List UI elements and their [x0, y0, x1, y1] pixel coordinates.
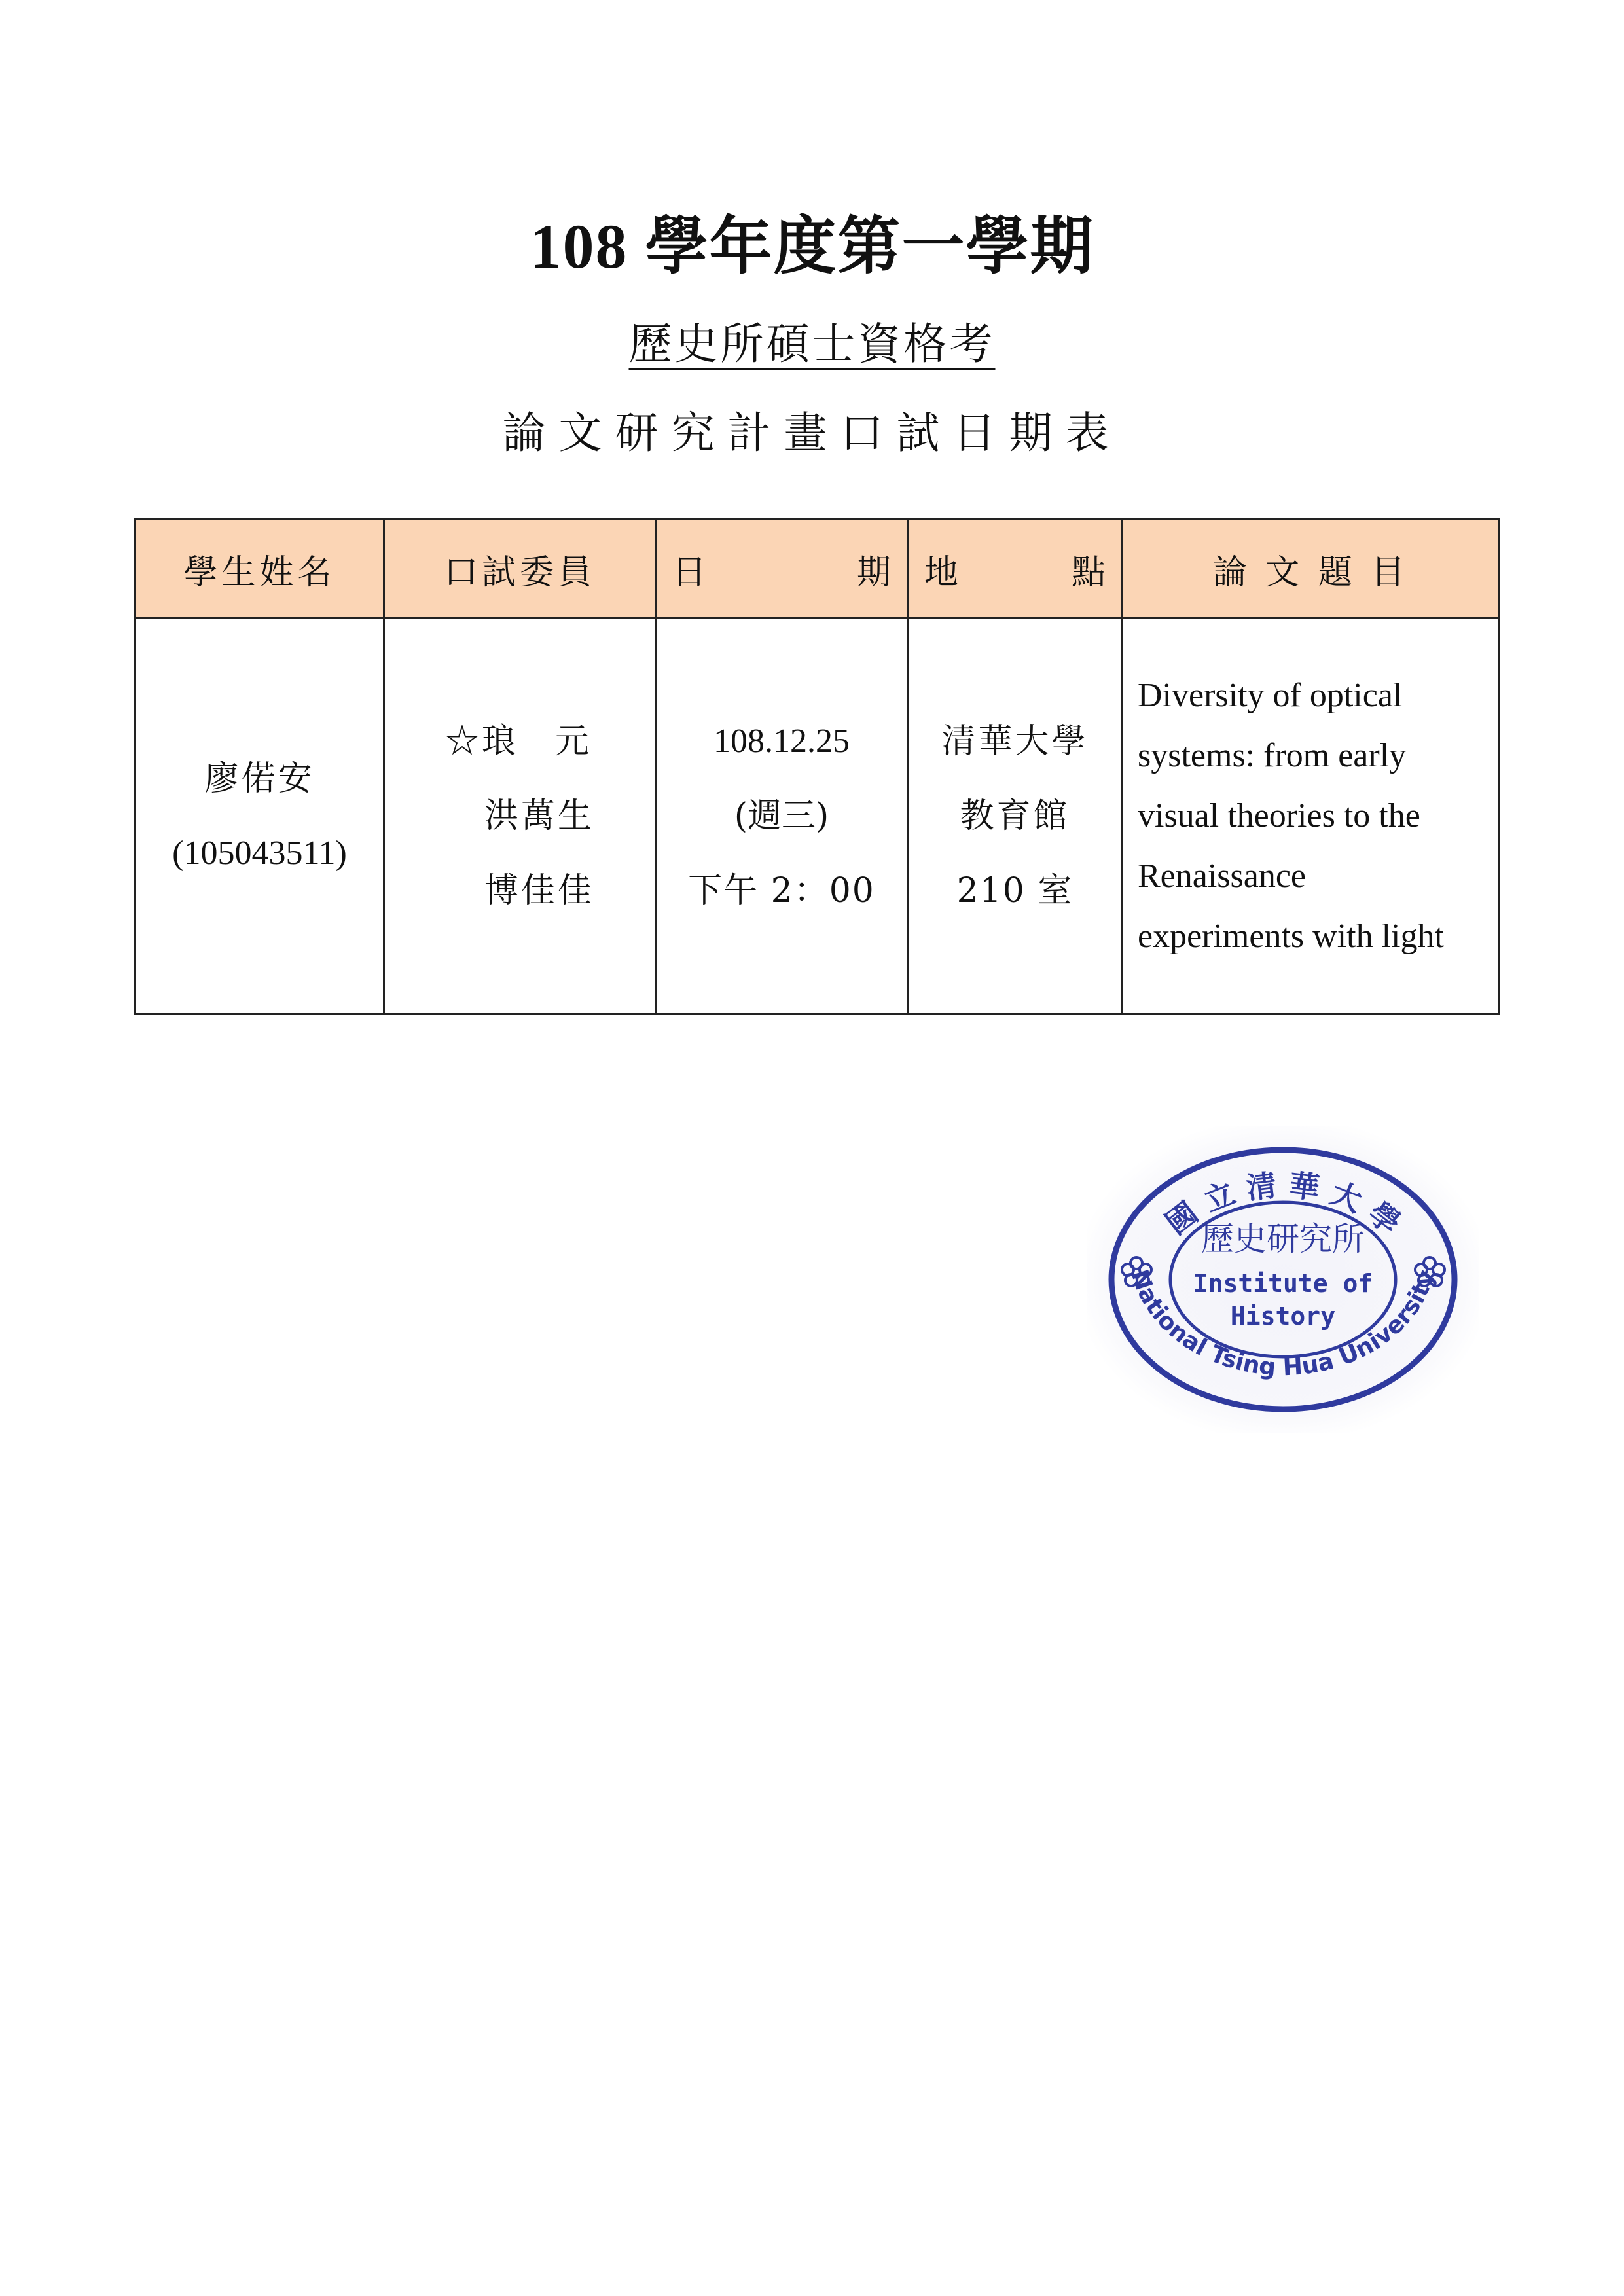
seal-graphic	[1087, 1126, 1479, 1433]
header-place-left: 地	[924, 552, 959, 592]
committee-member: 洪萬生	[484, 797, 594, 836]
seal-dept-en-1: Institute of	[1193, 1269, 1373, 1298]
schedule-table	[134, 518, 1500, 1015]
header-date	[656, 520, 908, 619]
header-date-left: 日	[672, 552, 707, 592]
document-title: 108 學年度第一學期	[530, 211, 1094, 281]
committee-list	[445, 704, 594, 928]
student-id: (105043511)	[172, 834, 347, 872]
thesis-cell	[1123, 619, 1500, 1014]
committee-cell	[384, 619, 656, 1014]
committee-member: ☆琅 元	[444, 722, 592, 761]
place-line: 清華大學	[941, 722, 1089, 761]
place-line: 210 室	[956, 871, 1074, 910]
date-cell	[656, 619, 908, 1014]
thesis-line: experiments with light	[1138, 918, 1444, 955]
student-cell	[135, 619, 384, 1014]
exam-weekday: (週三)	[734, 797, 829, 836]
seal-dept-cn: 歷史研究所	[1201, 1220, 1365, 1258]
thesis-line: visual theories to the	[1138, 797, 1420, 834]
header-thesis: 論 文 題 目	[1123, 520, 1500, 619]
header-place-right: 點	[1071, 552, 1106, 592]
exam-time: 下午 2：00	[688, 871, 875, 910]
committee-member: 博佳佳	[484, 871, 594, 910]
table-header-row	[135, 520, 1500, 619]
student-name: 廖偌安	[204, 759, 315, 798]
thesis-line: Diversity of optical	[1138, 677, 1403, 714]
place-line: 教育館	[960, 797, 1070, 836]
seal-top-text: 國 立 清 華 大 學	[1159, 1167, 1407, 1242]
document-subtitle	[0, 309, 1624, 371]
seal-bottom-text: National Tsing Hua University	[1125, 1266, 1441, 1382]
official-seal	[1087, 1126, 1479, 1433]
document-subtitle-text: 歷史所碩士資格考	[628, 319, 996, 369]
header-committee: 口試委員	[384, 520, 656, 619]
thesis-line: Renaissance	[1138, 857, 1307, 895]
seal-dept-en-2: History	[1230, 1302, 1336, 1331]
header-place	[908, 520, 1123, 619]
header-student: 學生姓名	[135, 520, 384, 619]
thesis-line: systems: from early	[1138, 737, 1407, 774]
exam-date: 108.12.25	[713, 723, 850, 760]
place-cell	[908, 619, 1123, 1014]
header-date-right: 期	[856, 552, 891, 592]
table-row	[135, 619, 1500, 1014]
document-subtitle-2: 論文研究計畫口試日期表	[502, 408, 1122, 458]
